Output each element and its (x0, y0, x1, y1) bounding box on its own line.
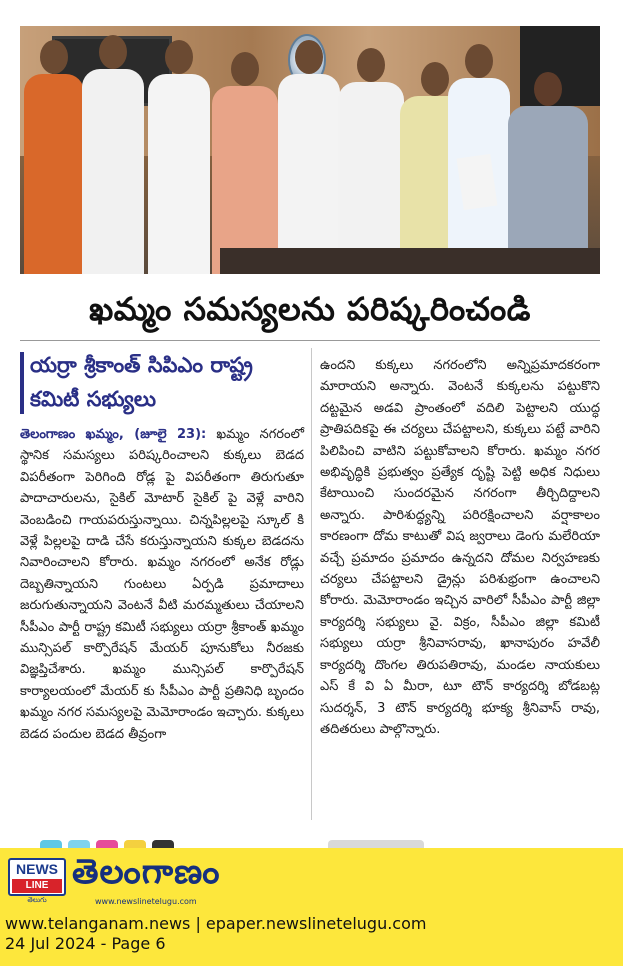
left-body-text: ఖమ్మం నగరంలో స్థానిక సమస్యలు పరిష్కరించాలని కుక్కలు బెడద విపరీతంగా పెరిగింది రోడ్ల పై విపరీతంగా తిరుగుతూ పాదాచారులను, సైకిల్ మోటార్ సైకిల్ పై వెళ్లే వారిని వెంబడించి గాయపరుస్తున్నాయి. చిన్నపిల్లలపై స్కూల్ కి వెళ్లే పిల్లలపై దాడి చేసే కరుస్తున్నాయని కుక్కల బెడదను నివారించాలని కోరారు. ఖమ్మం నగరంలో అనేక రోడ్లు దెబ్బతిన్నాయని గుంటలు ఏర్పడి ప్రమాదాలు జరుగుతున్నాయని వెంటనే వీటి మరమ్మతులు చేయాలని సీపీఎం పార్టీ రాష్ట్ర కమిటీ సభ్యులు యర్రా శ్రీకాంత్ ఖమ్మం మున్సిపల్ కార్పొరేషన్ మేయర్ పూనుకోలు నీరజకు విజ్ఞప్తిచేశారు. ఖమ్మం మున్సిపల్ కార్పొరేషన్ కార్యాలయంలో మేయర్ కు సీపీఎం పార్టీ ప్రతినిధి బృందం ఖమ్మం నగర సమస్యలపై మెమోరాండం ఇచ్చారు. కుక్కలు బెడద పందుల బెడద తీవ్రంగా (20, 427, 304, 742)
color-tab (152, 840, 174, 848)
dateline: తెలంగాణం ఖమ్మం, (జూలై 23): (20, 427, 207, 442)
byline-line-1: యర్రా శ్రీకాంత్ సిపిఎం రాష్ట్ర (30, 353, 253, 377)
article-photo (20, 26, 600, 274)
headline-divider (20, 340, 600, 341)
newsline-logo (8, 858, 66, 904)
memorandum-paper (457, 154, 498, 210)
color-tab (68, 840, 90, 848)
left-body (20, 424, 304, 745)
brand-website: www.newslinetelugu.com (95, 897, 197, 906)
headline: ఖమ్మం సమస్యలను పరిష్కరించండి (89, 290, 531, 328)
color-tab (40, 840, 62, 848)
color-tab (124, 840, 146, 848)
right-column (320, 355, 600, 740)
column-divider (311, 348, 312, 820)
right-body-text: ఉందని కుక్కలు నగరంలోని అన్నిప్రమాదకరంగా మారాయని అన్నారు. వెంటనే కుక్కలను పట్టుకొని దట్టమైన అడవి ప్రాంతంలో వదిలి పెట్టాలని యుద్ధ ప్రాతిపదికపై ఈ చర్యలు చేపట్టాలని, కుక్కలు పట్టే వారిని పిలిపించి వాటిని పట్టుకోవాలని కోరారు. ఖమ్మం నగర అభివృద్ధికి ప్రభుత్వం ప్రత్యేక దృష్టి పెట్టి అధిక నిధులు కేటాయించి సుందరమైన నగరంగా తీర్చిదిద్దాలని అన్నారు. పారిశుద్ధ్యన్ని పరిరక్షించాలని వర్షాకాలం కారణంగా దోమ కాటుతో విష జ్వరాలు డెంగు మలేరియా వచ్చే ప్రమాదం ప్రమాదం ఉన్నదని దోమల నిర్వహణకు చర్యలు చేపట్టాలని డ్రైన్లు పరిశుభ్రంగా ఉంచాలని కోరారు. మెమోరాండం ఇచ్చిన వారిలో సీపీఎం పార్టీ జిల్లా కార్యదర్శి సభ్యులు వై. విక్రం, సీపీఎం జిల్లా కమిటీ సభ్యులు యర్రా శ్రీనివాసరావు, ఖానాపురం హవేలీ కార్యదర్శి దొంగల తిరుపతిరావు, మండల నాయకులు ఎస్ కే వి ఏ మీరా, టూ టౌన్ కార్యదర్శి బోడబట్ల సుదర్శన్, 3 టౌన్ కార్యదర్శి భూక్య శ్రీనివాస్ రావు, తదితరులు పాల్గొన్నారు. (320, 358, 600, 737)
gray-tab (328, 840, 424, 848)
left-column (20, 348, 304, 745)
color-tabs (40, 840, 174, 848)
color-tab (96, 840, 118, 848)
brand-title: తెలంగాణం (72, 852, 221, 892)
footer-links[interactable]: www.telanganam.news | epaper.newslinetelugu.com (5, 914, 427, 933)
logo-line-text: LINE (12, 879, 62, 893)
byline (20, 348, 304, 416)
logo-news-text: NEWS (16, 861, 58, 877)
byline-line-2: కమిటీ సభ్యులు (30, 387, 157, 411)
footer-date-page: 24 Jul 2024 - Page 6 (5, 934, 166, 953)
logo-lang-text: తెలుగు (27, 896, 47, 904)
